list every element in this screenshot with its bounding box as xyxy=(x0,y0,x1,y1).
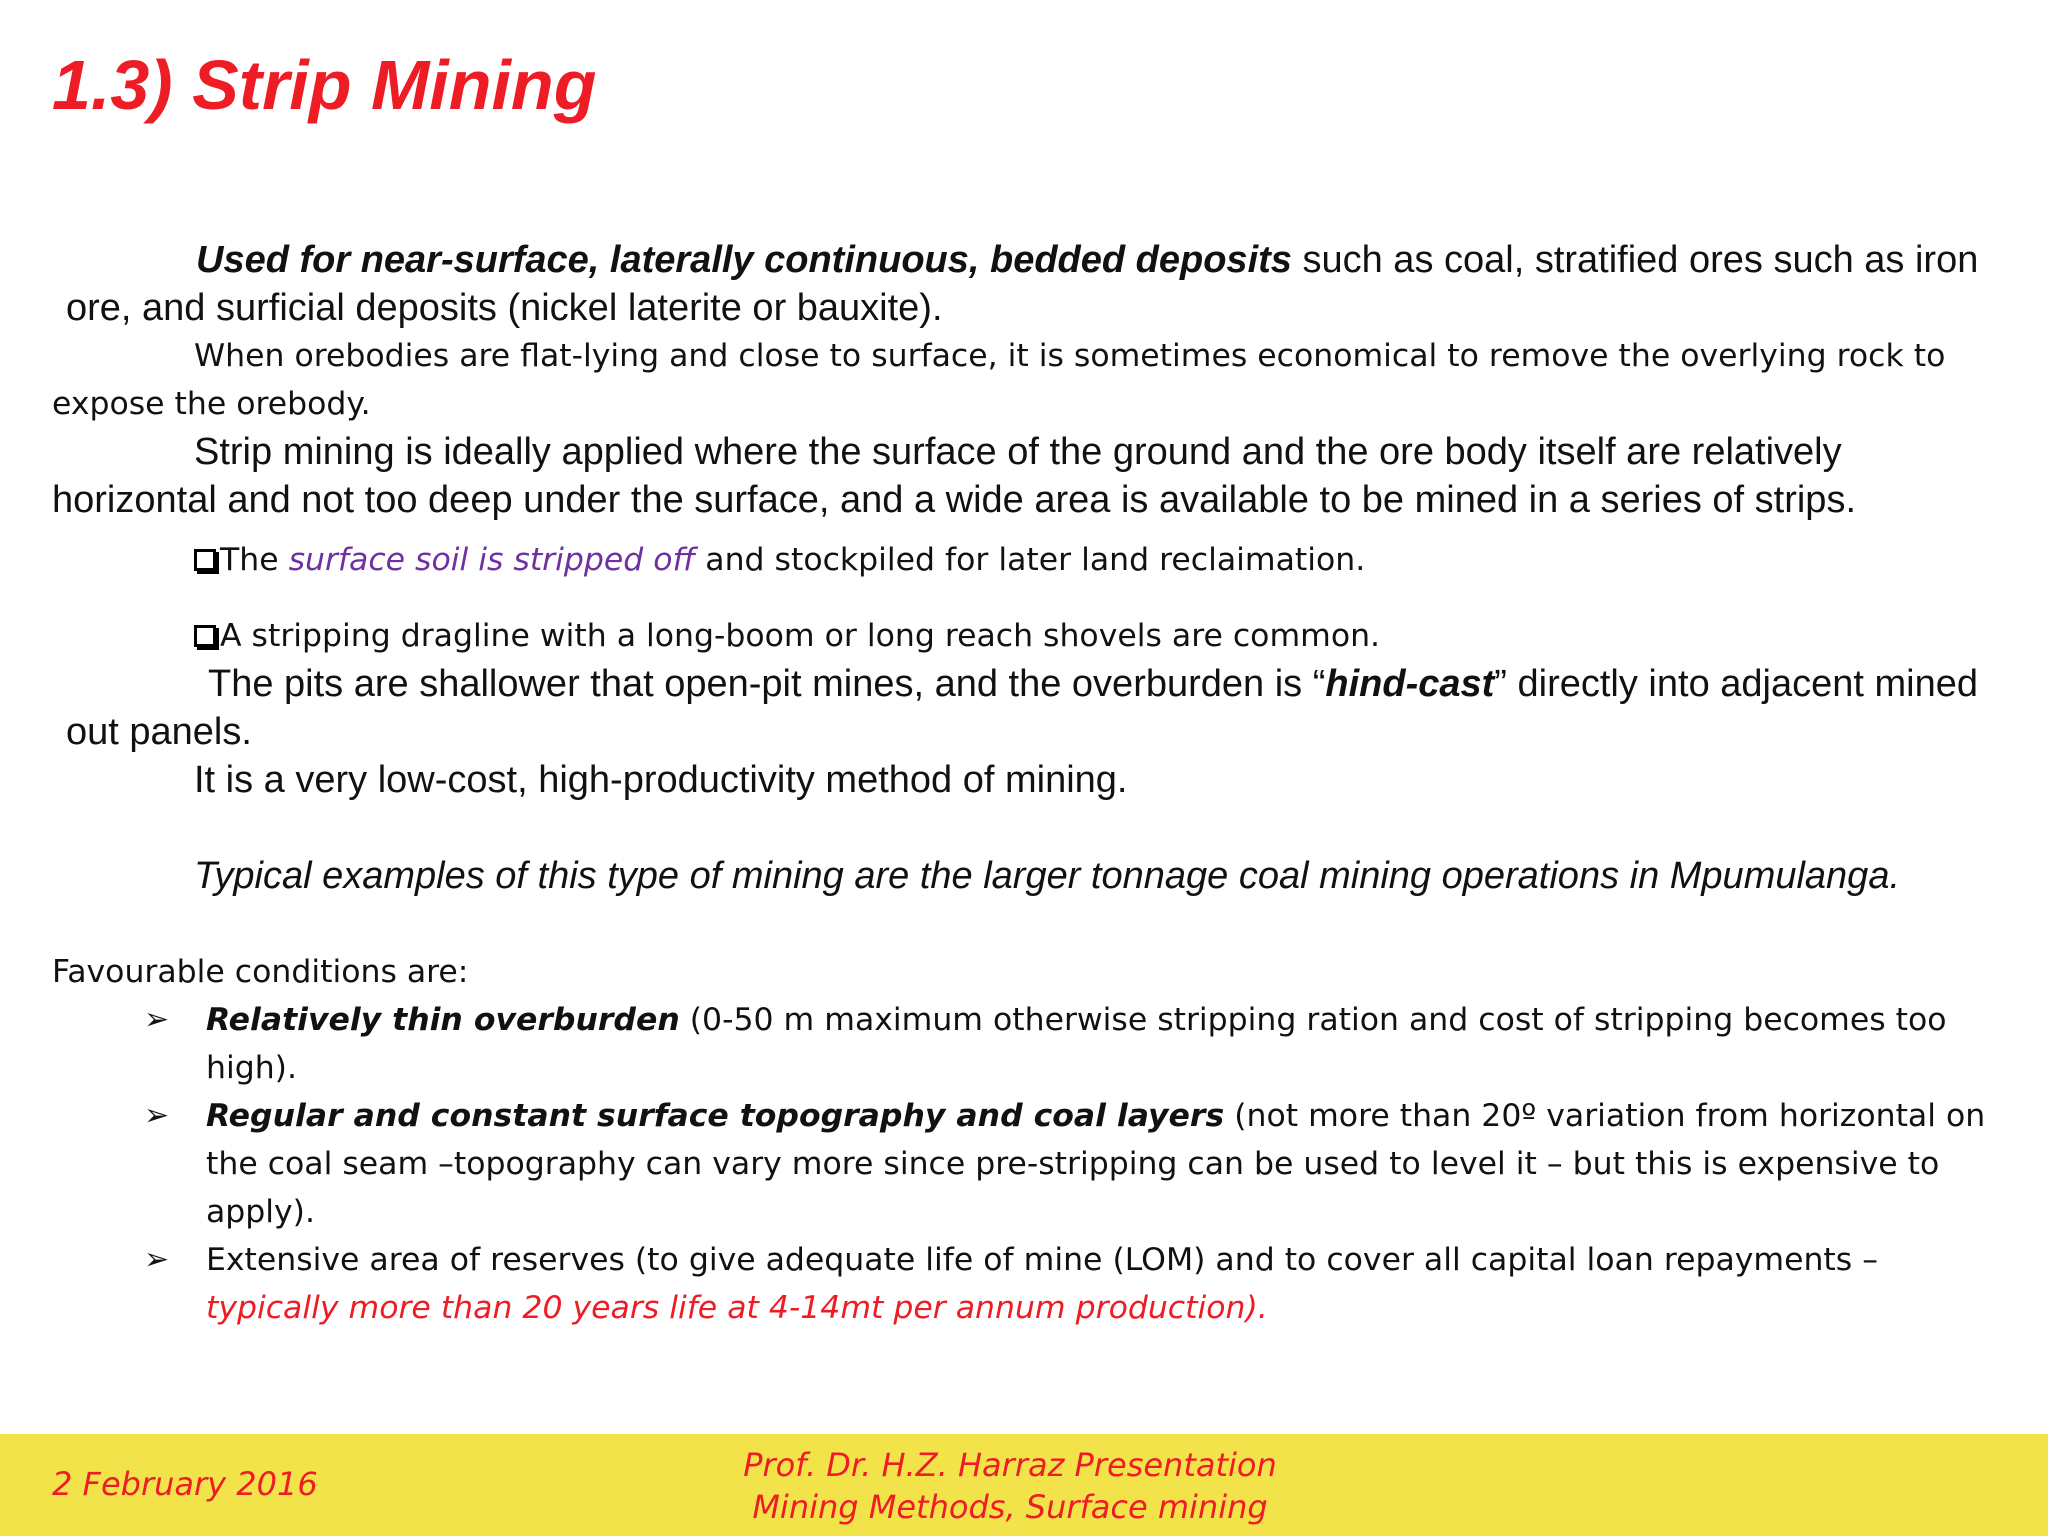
condition-text: (not more than 20º variation from horizontal on the coal seam –topography can vary more since pre-stripping can be used to level it – but this is expensive to apply). xyxy=(206,1098,1986,1230)
paragraph-ideal-application: Strip mining is ideally applied where the surface of the ground and the ore body itself are relatively horizontal and not too deep under the surface, and a wide area is available to be mined in a series of strips. xyxy=(52,431,1856,521)
bullet-surface-soil-post: and stockpiled for later land reclaimation. xyxy=(695,542,1366,578)
list-item xyxy=(52,996,2002,1092)
condition-red-text: typically more than 20 years life at 4-14mt per annum production). xyxy=(206,1290,1268,1326)
paragraph-examples: Typical examples of this type of mining are the larger tonnage coal mining operations in Mpumulanga. xyxy=(194,855,1901,897)
slide-body xyxy=(52,236,2002,1332)
paragraph-pits xyxy=(52,660,2002,756)
arrow-bullet-icon: ➢ xyxy=(144,1242,170,1277)
paragraph-pits-emph: hind-cast xyxy=(1325,663,1495,705)
bullet-dragline-text: A stripping dragline with a long-boom or long reach shovels are common. xyxy=(220,618,1381,654)
bullet-surface-soil-pre: The xyxy=(220,542,289,578)
checkbox-bullet-icon xyxy=(194,625,216,647)
condition-text: (0-50 m maximum otherwise stripping ration and cost of stripping becomes too high). xyxy=(206,1002,1947,1086)
paragraph-deposits xyxy=(52,236,2002,332)
list-item xyxy=(52,1092,2002,1236)
list-item xyxy=(52,1236,2002,1332)
bullet-surface-soil xyxy=(52,536,2002,584)
footer-presenter xyxy=(700,1444,1320,1528)
bullet-dragline xyxy=(52,612,2002,660)
arrow-bullet-icon: ➢ xyxy=(144,1002,170,1037)
bullet-surface-soil-highlight: surface soil is stripped off xyxy=(288,542,696,578)
paragraph-deposits-lead: Used for near-surface, laterally continuous, bedded deposits xyxy=(196,239,1292,281)
paragraph-deposits-rest: such as coal, stratified ores such as iron ore, and surficial deposits (nickel laterite or bauxite). xyxy=(66,239,1979,329)
conditions-list xyxy=(52,996,2002,1332)
arrow-bullet-icon: ➢ xyxy=(144,1098,170,1133)
footer-date: 2 February 2016 xyxy=(52,1465,318,1503)
footer-bar xyxy=(0,1434,2048,1536)
condition-bold: Regular and constant surface topography and coal layers xyxy=(206,1098,1225,1134)
paragraph-low-cost: It is a very low-cost, high-productivity method of mining. xyxy=(194,759,1128,801)
checkbox-bullet-icon xyxy=(194,549,216,571)
paragraph-pits-post: ” directly into adjacent mined out panels. xyxy=(66,663,1978,753)
footer-line-topic: Mining Methods, Surface mining xyxy=(752,1488,1268,1526)
condition-text: Extensive area of reserves (to give adequate life of mine (LOM) and to cover all capital loan repayments – xyxy=(206,1242,1878,1278)
paragraph-pits-pre: The pits are shallower that open-pit mines, and the overburden is “ xyxy=(208,663,1326,705)
slide-title: 1.3) Strip Mining xyxy=(52,46,597,124)
footer-line-presenter: Prof. Dr. H.Z. Harraz Presentation xyxy=(743,1446,1277,1484)
condition-bold: Relatively thin overburden xyxy=(206,1002,680,1038)
paragraph-orebodies: When orebodies are flat-lying and close to surface, it is sometimes economical to remove the overlying rock to expose the orebody. xyxy=(52,338,1946,422)
conditions-heading: Favourable conditions are: xyxy=(52,954,469,990)
